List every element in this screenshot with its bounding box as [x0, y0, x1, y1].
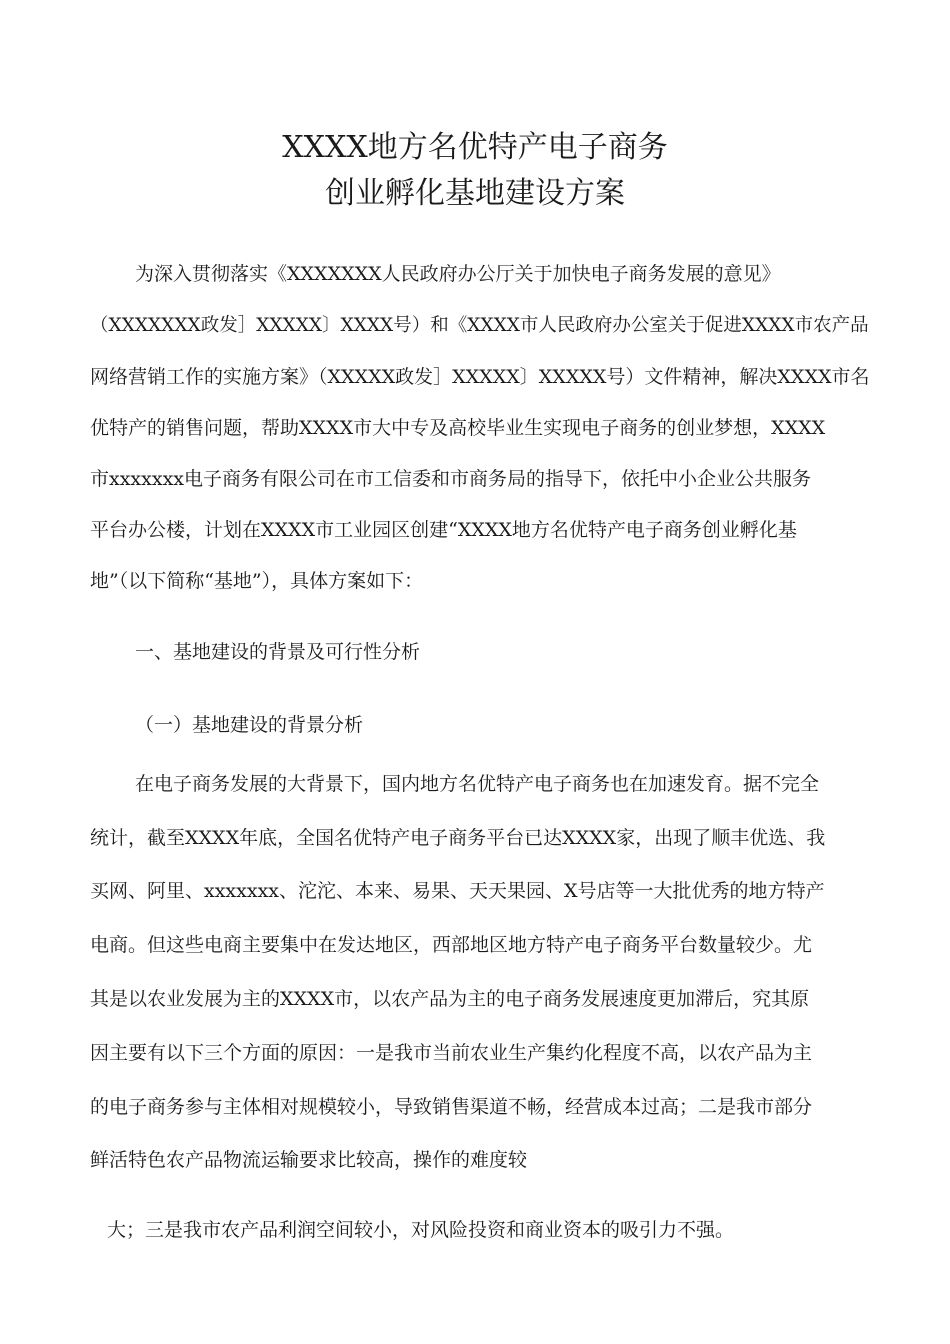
section-heading: 一、基地建设的背景及可行性分析 — [135, 641, 421, 663]
body-line: 的电子商务参与主体相对规模较小，导致销售渠道不畅，经营成本过高；二是我市部分 — [90, 1096, 813, 1118]
subsection-heading: （一）基地建设的背景分析 — [135, 714, 364, 736]
continuation-line: 大；三是我市农产品利润空间较小，对风险投资和商业资本的吸引力不强。 — [107, 1219, 735, 1241]
document-title-line-2: 创业孵化基地建设方案 — [325, 176, 625, 211]
body-line: 买网、阿里、xxxxxxx、沱沱、本来、易果、天天果园、X号店等一大批优秀的地方特产 — [90, 880, 825, 902]
intro-line: 市xxxxxxx电子商务有限公司在市工信委和市商务局的指导下，依托中小企业公共服务 — [90, 468, 812, 490]
intro-line: 网络营销工作的实施方案》（XXXXX政发］XXXXX〕XXXXX号）文件精神，解决XXXX市名 — [90, 366, 870, 388]
body-line: 在电子商务发展的大背景下，国内地方名优特产电子商务也在加速发育。据不完全 — [135, 773, 820, 795]
document-title-line-1: XXXX地方名优特产电子商务 — [282, 130, 668, 165]
intro-line: 优特产的销售问题，帮助XXXX市大中专及高校毕业生实现电子商务的创业梦想，XXXX — [90, 417, 826, 439]
intro-line: （XXXXXXX政发］XXXXX〕XXXX号）和《XXXX市人民政府办公室关于促进XXXX市农产品 — [90, 315, 869, 336]
intro-line: 地”（以下简称“基地”），具体方案如下： — [90, 570, 424, 592]
intro-line: 为深入贯彻落实《XXXXXXX人民政府办公厅关于加快电子商务发展的意见》 — [135, 263, 781, 285]
intro-line: 平台办公楼，计划在XXXX市工业园区创建“XXXX地方名优特产电子商务创业孵化基 — [90, 519, 797, 541]
body-line: 电商。但这些电商主要集中在发达地区，西部地区地方特产电子商务平台数量较少。尤 — [90, 934, 813, 956]
body-line: 其是以农业发展为主的XXXX市，以农产品为主的电子商务发展速度更加滞后，究其原 — [90, 988, 810, 1010]
body-line: 鲜活特色农产品物流运输要求比较高，操作的难度较 — [90, 1149, 528, 1171]
body-line: 因主要有以下三个方面的原因：一是我市当前农业生产集约化程度不高，以农产品为主 — [90, 1042, 813, 1064]
body-line: 统计，截至XXXX年底，全国名优特产电子商务平台已达XXXX家，出现了顺丰优选、我 — [90, 827, 826, 849]
